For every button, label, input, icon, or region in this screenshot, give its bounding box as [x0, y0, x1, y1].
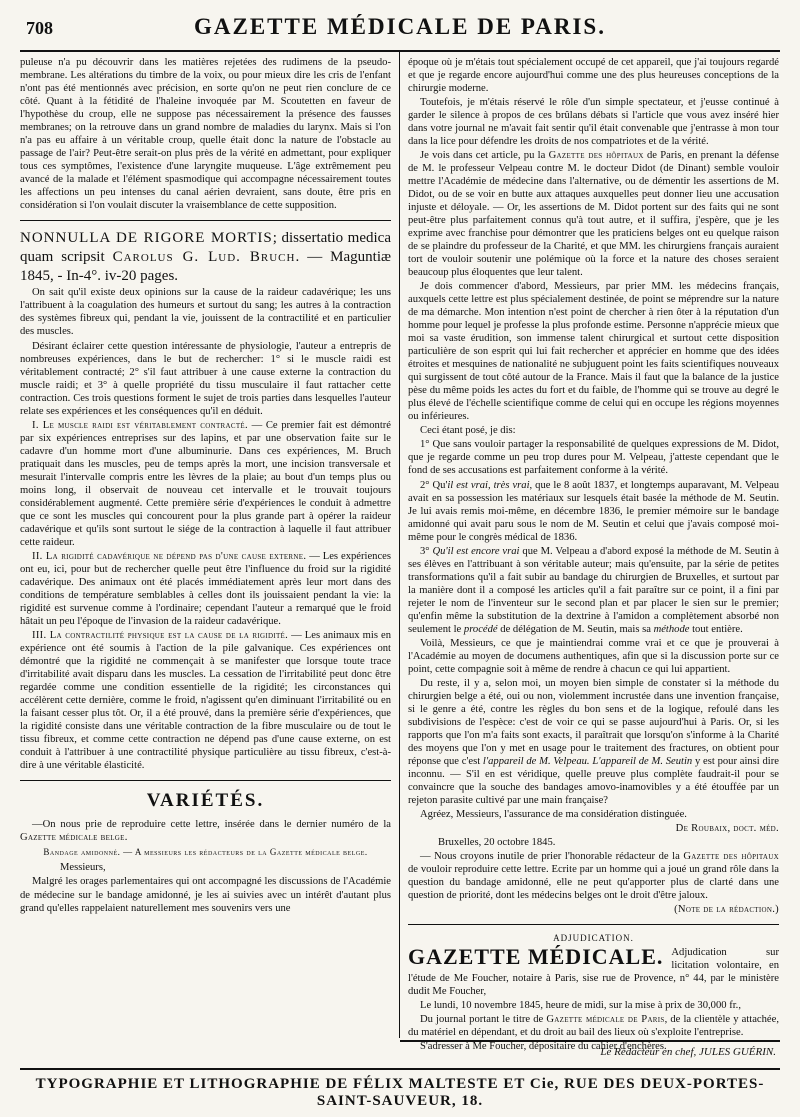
emphasis: il est vrai, très vrai	[447, 479, 530, 491]
letter-paragraph: Voilà, Messieurs, ce que je maintiendrai comme vrai et ce que je prouverai à l'Académie au moyen de documens authentiques, afin que si la discussion porte sur ce point, cette compagnie soit à même de rendre à chacun ce qui lui appartient.	[408, 637, 779, 675]
editor-note	[408, 850, 779, 902]
letter-title: Bandage amidonné. — A messieurs les rédacteurs de la Gazette médicale belge.	[43, 847, 368, 858]
header-rule	[20, 50, 780, 52]
adjudication-notice	[408, 946, 779, 1053]
section-heading: II. La rigidité cadavérique ne dépend pas d'une cause externe.	[32, 550, 307, 562]
section-two	[20, 550, 391, 628]
letter-paragraph: Ceci étant posé, je dis:	[420, 425, 516, 437]
printer-imprint: TYPOGRAPHIE ET LITHOGRAPHIE DE FÉLIX MALTESTE ET Cie, RUE DES DEUX-PORTES-SAINT-SAUVEUR, 18.	[35, 1076, 765, 1109]
section-text: — Ce premier fait est démontré par six expériences entreprises sur des lapins, et par une observation faite sur le cadavre d'un homme mort d'une albuminurie. Dans ces expériences, M. Bruch pratiquait dans les muscles, peu de temps après la mort, une incision transversale et mesurait l'intervalle compris entre les lèvres de la plaie; au bout d'un temps plus ou moins long, il observait de nouveau cet intervalle et le trouvait toujours considérablement augmenté. Cette première série d'expériences le conduit à admettre que ce sont les muscles qui concourent pour la plus grande part à opérer la raideur cadavérique et qu'ils sont surtout le siége de la contraction à laquelle il faut attribuer cette raideur.	[20, 419, 391, 548]
text: , que le 8 août 1837, et longtemps auparavant, M. Velpeau avait en sa possession les matériaux sur lesquels était basée la méthode de M. Seutin. Je lui avais remis moi-même, en décembre 1836, le premier mémoire sur le bandage amidonné qui avait paru sous le nom de M. Seutin et celui que j'avais composé moi-même pour le congrès médical de 1836.	[408, 479, 779, 543]
left-column	[20, 56, 391, 1046]
section-heading: III. La contractilité physique est la cause de la rigidité.	[32, 629, 289, 641]
letter-paragraph	[408, 479, 779, 544]
section-heading: I. Le muscle raidi est véritablement contracté.	[32, 419, 248, 431]
note-signature	[408, 903, 779, 916]
section-separator	[20, 780, 391, 781]
dateline: Bruxelles, 20 octobre 1845.	[438, 836, 556, 848]
gazette-medicale-banner: GAZETTE MÉDICALE.	[408, 944, 664, 970]
varietes-intro	[20, 818, 391, 844]
text: — Nous croyons inutile de prier l'honorable rédacteur de la	[420, 850, 684, 862]
intro-text: —On nous prie de reproduire cette lettre, insérée dans le dernier numéro de la	[32, 819, 391, 831]
adjudication-title: ADJUDICATION.	[553, 933, 634, 944]
printer-rule	[20, 1068, 780, 1070]
review-paragraph: On sait qu'il existe deux opinions sur la cause de la raideur cadavérique; les uns l'attribuent à la coagulation des humeurs et surtout du sang; les autres à la contraction des systèmes fibreux qui, pendant la vie, jouissent de la contractilité et en particulier des muscles.	[20, 287, 391, 338]
page-number: 708	[26, 18, 53, 38]
letter-paragraph: Toutefois, je m'étais réservé le rôle d'un simple spectateur, et j'eusse continué à garder le silence à propos de ces brûlans débats si l'article que vous avez inséré hier dans votre journal ne m'avait fait sentir qu'il était convenable que j'entrasse à mon tour dans la lice pour défendre les droits de nos compatriotes et de la vérité.	[408, 97, 779, 148]
journal-title: GAZETTE MÉDICALE DE PARIS.	[194, 14, 606, 39]
journal-ref: Gazette médicale belge	[20, 832, 125, 844]
text: tout entière.	[689, 623, 743, 635]
letter-paragraph	[408, 677, 779, 807]
book-title: NONNULLA DE RIGORE MORTIS	[20, 230, 273, 247]
section-separator	[20, 220, 391, 221]
text: , de la clientèle y attachée, du matériel en dépendant, et du droit au bail des lieux où s'exploite l'entreprise.	[408, 1014, 779, 1039]
adjudication-text: Le lundi, 10 novembre 1845, heure de midi, sur la mise à prix de 30,000 fr.,	[420, 1000, 741, 1012]
closing: Agréez, Messieurs, l'assurance de ma considération distinguée.	[420, 808, 687, 820]
emphasis: procédé	[463, 623, 498, 635]
review-paragraph: Désirant éclairer cette question intéressante de physiologie, l'auteur a entrepris de nombreuses expériences, dans le but de rechercher: 1° si le muscle raidi est véritablement contracté; 2° s'il faut attribuer à une cause externe la contraction du muscle raidi; et 3° à quelle propriété du tissu musculaire il faut rattacher cette contraction. Ces trois questions forment le sujet de trois parties dans lesquelles l'auteur relate ses expériences et les conséquences qu'il en déduit.	[20, 340, 391, 417]
text: que M. Velpeau a d'abord exposé la méthode de M. Seutin à ses élèves en l'attribuant à son véritable auteur; mais qu'ensuite, par la série de petites transformations qu'il a fait subir au bandage du chirurgien de Bruxelles, et surtout par la manière dont il a composé les articles qu'il a fait paraître sur ce point, il a fini par rejeter le nom de l'inventeur sur le second plan et par placer le sien sur le premier; qu'enfin même la substitution de la dextrine à l'amidon a complètement absorbé non seulement le	[408, 545, 779, 635]
text: de délégation de M. Seutin, mais sa	[497, 623, 654, 635]
section-one	[20, 419, 391, 549]
text: 3°	[420, 545, 433, 557]
section-three	[20, 629, 391, 772]
emphasis: l'appareil de M. Velpeau. L'appareil de M. Seutin	[482, 755, 693, 767]
signature-name: De Roubaix, doct. méd.	[675, 822, 779, 834]
adjudication-text	[408, 1013, 779, 1039]
text: Je vois dans cet article, pu la	[420, 150, 549, 162]
text: de vouloir reproduire cette lettre. Ecrite par un homme qui a joué un grand rôle dans la question du bandage amidonné, elle ne peut qu'apporter plus de clarté dans une question de priorité, dont les médecins belges ont le droit d'être jaloux.	[408, 863, 779, 901]
journal-ref: Gazette des hôpitaux	[683, 850, 779, 862]
book-review-title	[20, 229, 391, 285]
intro-paragraph: puleuse n'a pu découvrir dans les matières rejetées des rudimens de la pseudo-membrane. Les altérations du timbre de la voix, ou pour mieux dire les cris de l'enfant n'ont pas été mentionnés avec précision, en sorte qu'on ne peut rien conclure de ce côté. Quant à la fétidité de l'haleine invoquée par M. Scoutetten en faveur de l'hypothèse du croup, elle ne suppose pas nécessairement la présence des fausses membranes; on la retrouve dans un grand nombre de maladies du larynx. Mais si l'on n'a pas eu affaire à un véritable croup, quelle était donc la nature de l'obstacle au passage de l'air? Peut-être serait-on plus près de la vérité en admettant, pour expliquer tous ces symptômes, l'existence d'une laryngite muqueuse. L'âge extrêmement peu avancé de la malade et l'élément spasmodique qui accompagne nécessairement toutes les affections un peu intenses du canal aérien devraient, sans doute, être pris en considération si l'on voulait discuter la vraisemblance de cette supposition.	[20, 57, 391, 212]
book-title-cont: ; dissertatio medica quam scripsit	[20, 230, 391, 265]
column-divider	[399, 52, 400, 1038]
signature	[408, 822, 779, 835]
letter-paragraph: époque où je m'étais tout spécialement occupé de cet appareil, que j'ai toujours regardé et que je regarde encore aujourd'hui comme une des plus heureuses conceptions de la chirurgie moderne.	[408, 57, 779, 95]
section-separator	[408, 924, 779, 925]
text: Du reste, il y a, selon moi, un moyen bien simple de constater si la méthode du chirurgien belge a été, oui ou non, violemment incrustée dans une invention française, si le genre a été, contre les règles du bon sens et de la logique, refoulé dans les subdivisions de l'espèce: c'est de voir ce qui se passe aujourd'hui à Paris. Or, si les rapports que l'on m'a faits sont exacts, il paraîtrait que lorsqu'on s'informe à la Charité des moyens que l'on y met en usage pour le traitement des fractures, on obtient pour réponse que c'est	[408, 677, 779, 767]
page-header	[20, 14, 780, 48]
emphasis: méthode	[653, 623, 690, 635]
letter-paragraph	[408, 149, 779, 279]
text: de Paris, en prenant la défense de M. le professeur Velpeau contre M. le docteur Didot (de Dinant) semble vouloir mettre l'Académie de médecine dans l'alternative, ou de démentir les assertions de M. Didot, ou de se voir en butte aux attaques auxquelles peut donner lieu une accusation injuste et déloyale. — Or, les assertions de M. Didot portent sur des faits qui ne sont peut-être plus parfaitement connus qu'à tout autre, et il suffira, j'espère, que je les exprime avec franchise pour démontrer que les praticiens belges ont eu quelque raison de se plaindre du professeur de la Charité, et que MM. les chirurgiens français auraient tort de vouloir soutenir une polémique où la force et la nature des choses seraient beaucoup plus éloquentes que leur talent.	[408, 150, 779, 279]
letter-paragraph: Je dois commencer d'abord, Messieurs, par prier MM. les médecins français, auxquels cette lettre est plus spécialement destinée, de point se méprendre sur la nature de ma démarche. Mon intention n'est point de chercher à rien ôter à la réputation d'un homme pour lequel je professe la plus profonde estime. Personne n'apprécie mieux que moi sa vaste érudition, son immense talent chirurgical et surtout cette disposition particulière de son esprit qui lui fait rechercher et apprécier en homme que des idées étroites et mesquines de nationalité ne subjuguent point les faits scientifiques nouveaux qui surgissent de tout côté autour de la France. Mais il faut que la balance de la justice pèse du même poids les actes du fort et du faible, de l'homme qui se trouve au degré le plus élevé de l'échelle scientifique comme de celui qui en occupe les régions moyennes ou inférieures.	[408, 281, 779, 423]
varietes-heading: VARIÉTÉS.	[146, 790, 265, 812]
adjudication-text: Adjudication sur licitation volontaire, en l'étude de Me Foucher, notaire à Paris, sise rue de Provence, n° 44, par le ministère dudit Me Foucher,	[408, 947, 779, 998]
adjudication-text: S'adresser à Me Foucher, dépositaire du cahier d'enchères.	[420, 1041, 667, 1053]
footer-rule	[400, 1040, 780, 1042]
book-publication: . — Maguntiæ 1845, - In-4°. iv-20 pages.	[20, 248, 391, 284]
editor-in-chief: Le Rédacteur en chef, JULES GUÉRIN.	[600, 1046, 776, 1058]
salutation: Messieurs,	[60, 862, 106, 874]
text: 2° Qu'	[420, 479, 448, 491]
intro-end: .	[124, 832, 128, 844]
letter-paragraph: 1° Que sans vouloir partager la responsabilité de quelques expressions de M. Didot, que je regarde comme un peu trop dures pour M. Velpeau, j'atteste cependant que le fond de ses accusations est parfaitement conforme à la vérité.	[408, 439, 779, 477]
text: Du journal portant le titre de	[420, 1014, 547, 1026]
section-text: — Les animaux mis en expérience ont été soumis à l'action de la pile galvanique. Ces expériences ont démontré que la rigidité ne commençait à se manifester que lorsque toute trace d'irritabilité avait disparu dans les muscles. La cessation de l'irritabilité peut donc être regardée comme une condition essentielle de la rigidité; les circonstances qui accélèrent cette dernière, comme le froid, n'agissent qu'en diminuant l'irritabilité ou en la faisant cesser plus tôt. Or, il a été prouvé, dans la première série d'expériences, que la rigidité consiste dans une véritable contraction de la fibre musculaire ou de tout le tissu fibreux, et comme cette contraction ne dépend pas d'une cause externe, on est conduit à l'attribuer à une contractilité physique particulière au tissu fibreux, c'est-à-dire à une véritable élasticité.	[20, 629, 391, 771]
emphasis: Qu'il est encore vrai	[432, 545, 520, 557]
journal-ref: Gazette médicale de Paris	[546, 1014, 665, 1026]
book-author: Carolus G. Lud. Bruch	[112, 248, 296, 265]
section-text: — Les expériences ont eu, ici, pour but de rechercher quelle peut être l'influence du froid sur la rigidité cadavérique. Des animaux ont été placés immédiatement après leur mort dans des conditions de température semblables à celles dont ils jouissaient pendant la vie: la rigidité est survenue comme à l'ordinaire; cependant l'auteur a remarqué que le froid hâtait un peu l'époque de l'invasion de la raideur cadavérique.	[20, 550, 391, 627]
letter-paragraph	[408, 545, 779, 636]
note-label: (Note de la rédaction.)	[674, 904, 779, 915]
journal-ref: Gazette des hôpitaux	[548, 150, 644, 162]
text: y est pour ainsi dire inconnu. — S'il en est véridique, quelle preuve plus complète faudrait-il pour se convaincre que la souche des bandages amovo-inamovibles y a été étouffée par un rejeton parasite cultivé par une main française?	[408, 755, 779, 806]
letter-paragraph: Malgré les orages parlementaires qui ont accompagné les discussions de l'Académie de médecine sur le bandage amidonné, je les ai suivies avec un intérêt d'autant plus grand qu'elles rappelaient naturellement mes souvenirs vers une	[20, 876, 391, 914]
